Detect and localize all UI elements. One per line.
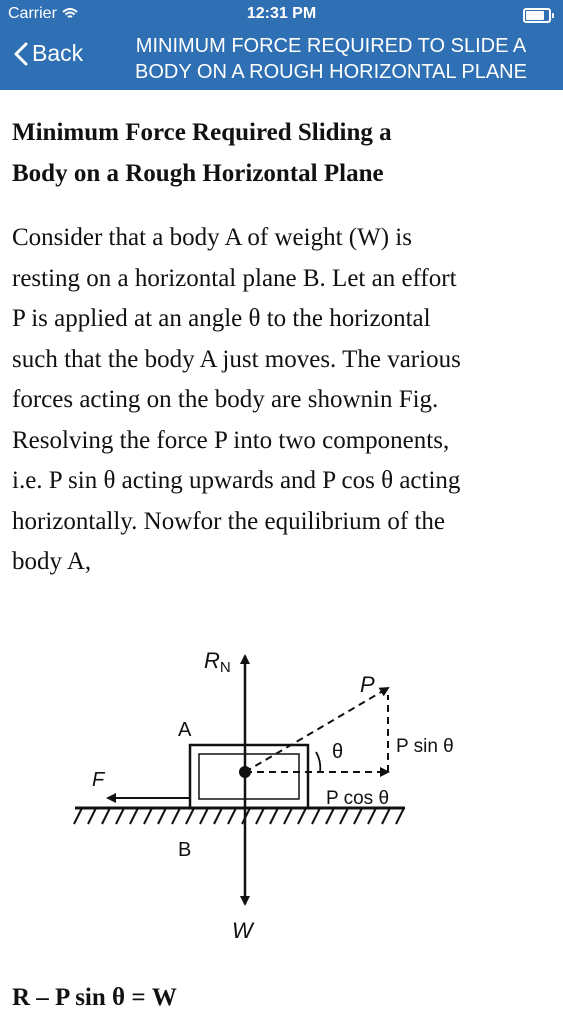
- label-a: A: [178, 719, 192, 741]
- battery-icon: [523, 8, 551, 23]
- label-p: P: [360, 672, 375, 697]
- back-label: Back: [32, 40, 84, 66]
- heading-line: Minimum Force Required Sliding a: [12, 119, 392, 146]
- article-content: [12, 112, 552, 583]
- page-title-line: BODY ON A ROUGH HORIZONTAL PLANE: [135, 61, 527, 83]
- paragraph-line: i.e. P sin θ acting upwards and P cos θ acting: [12, 467, 461, 494]
- ground-hatch: [74, 808, 404, 824]
- carrier-label: Carrier: [8, 5, 57, 22]
- force-diagram: [70, 640, 490, 950]
- paragraph-line: horizontally. Nowfor the equilibrium of the: [12, 507, 445, 535]
- navigation-bar: [0, 0, 563, 90]
- label-rn: RN: [204, 648, 231, 676]
- paragraph-line: resting on a horizontal plane B. Let an effort: [12, 264, 457, 292]
- label-p-cos: P cos θ: [326, 788, 390, 809]
- center-of-gravity: [239, 766, 251, 778]
- paragraph-line: Consider that a body A of weight (W) is: [12, 224, 412, 251]
- label-w: W: [232, 918, 253, 943]
- paragraph-line: forces acting on the body are shownin Fig.: [12, 386, 439, 413]
- page-title: [106, 33, 556, 85]
- paragraph-line: P is applied at an angle θ to the horizontal: [12, 305, 431, 332]
- label-f: F: [92, 769, 105, 791]
- effort-arrow: [245, 688, 388, 772]
- equation: R – P sin θ = W: [12, 984, 177, 1011]
- article-paragraph: [12, 218, 552, 583]
- chevron-left-icon: [14, 42, 28, 66]
- label-b: B: [178, 839, 192, 861]
- back-button[interactable]: [14, 40, 83, 67]
- label-theta: θ: [332, 741, 344, 763]
- heading-line: Body on a Rough Horizontal Plane: [12, 160, 384, 187]
- battery-level: [526, 11, 544, 20]
- label-p-sin: P sin θ: [396, 736, 454, 757]
- article-heading: [12, 112, 552, 194]
- status-time: 12:31 PM: [246, 5, 317, 22]
- paragraph-line: body A,: [12, 548, 92, 575]
- paragraph-line: Resolving the force P into two components,: [12, 426, 450, 454]
- page-title-line: MINIMUM FORCE REQUIRED TO SLIDE A: [135, 35, 527, 57]
- body-block-inner: [199, 754, 299, 799]
- angle-arc: [316, 752, 320, 772]
- paragraph-line: such that the body A just moves. The various: [12, 345, 461, 373]
